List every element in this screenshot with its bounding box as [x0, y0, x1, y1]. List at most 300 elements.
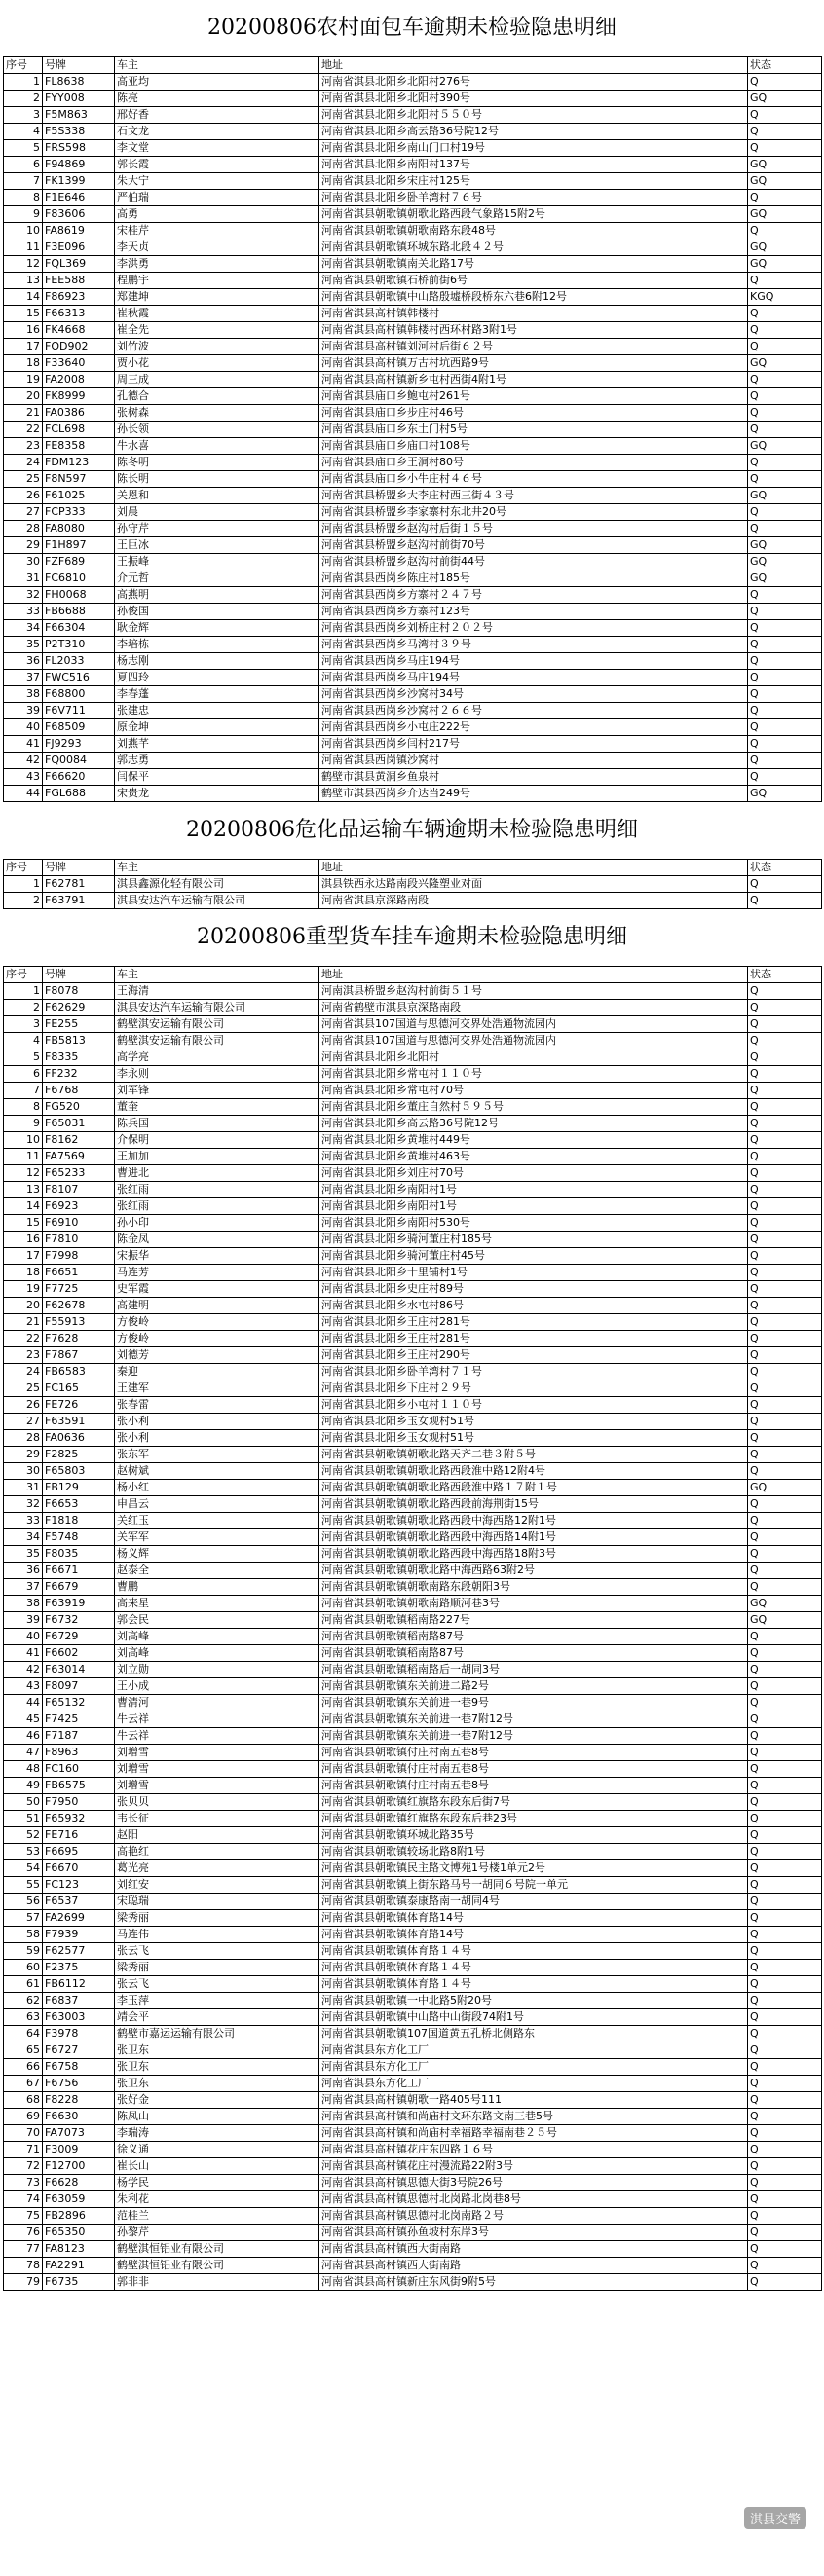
cell-address: 河南省淇县朝歌镇红旗路东段东后街7号 [319, 1794, 748, 1811]
table-row [4, 1678, 822, 1695]
cell-plate: F6628 [43, 2175, 115, 2191]
cell-plate: F1H897 [43, 537, 115, 554]
cell-status: Q [748, 1910, 822, 1927]
cell-owner: 刘竹波 [115, 339, 319, 355]
cell-address: 河南省淇县朝歌镇朝歌南路东段48号 [319, 223, 748, 239]
cell-address: 河南省淇县朝歌镇朝歌北路西段前海荆街15号 [319, 1496, 748, 1513]
table-row [4, 1049, 822, 1066]
cell-plate: F65932 [43, 1811, 115, 1827]
cell-status: Q [748, 2059, 822, 2076]
cell-address: 河南省淇县北阳乡史庄村89号 [319, 1281, 748, 1298]
cell-index: 78 [4, 2258, 43, 2274]
cell-address: 河南省淇县朝歌镇东关前进二路2号 [319, 1678, 748, 1695]
cell-index: 60 [4, 1960, 43, 1976]
cell-status: Q [748, 2142, 822, 2158]
cell-status: GQ [748, 438, 822, 455]
table-row [4, 769, 822, 786]
table-row [4, 1380, 822, 1397]
cell-plate: FCP333 [43, 504, 115, 521]
header-cell-address: 地址 [319, 57, 748, 74]
cell-index: 1 [4, 74, 43, 91]
cell-status: GQ [748, 1612, 822, 1629]
cell-plate: F1E646 [43, 190, 115, 206]
table-row [4, 1347, 822, 1364]
cell-status: Q [748, 1827, 822, 1844]
cell-plate: FE255 [43, 1016, 115, 1033]
cell-plate: FB6688 [43, 604, 115, 620]
cell-index: 7 [4, 1083, 43, 1099]
cell-index: 35 [4, 637, 43, 653]
table-row [4, 1993, 822, 2009]
cell-owner: 牛云祥 [115, 1711, 319, 1728]
table-header-row [4, 860, 822, 876]
cell-owner: 淇县安达汽车运输有限公司 [115, 1000, 319, 1016]
table-row [4, 1976, 822, 1993]
cell-status: Q [748, 1993, 822, 2009]
cell-index: 65 [4, 2042, 43, 2059]
cell-status: Q [748, 1116, 822, 1132]
cell-owner: 陈凤山 [115, 2109, 319, 2125]
cell-address: 河南省淇县西岗乡沙窝村２６６号 [319, 703, 748, 719]
cell-owner: 鹤壁淇安运输有限公司 [115, 1033, 319, 1049]
cell-owner: 刘德芳 [115, 1347, 319, 1364]
table-row [4, 1397, 822, 1414]
cell-index: 7 [4, 173, 43, 190]
cell-address: 河南省淇县桥盟乡赵沟村后街１５号 [319, 521, 748, 537]
table-row [4, 604, 822, 620]
section-title: 20200806重型货车挂车逾期未检验隐患明细 [197, 925, 627, 949]
cell-owner: 方俊岭 [115, 1314, 319, 1331]
cell-plate: F65350 [43, 2225, 115, 2241]
cell-status: Q [748, 2274, 822, 2291]
cell-owner: 葛光亮 [115, 1860, 319, 1877]
cell-status: Q [748, 1248, 822, 1265]
cell-owner: 李春蓬 [115, 686, 319, 703]
cell-plate: F7425 [43, 1711, 115, 1728]
cell-owner: 宋聪瑞 [115, 1894, 319, 1910]
cell-index: 79 [4, 2274, 43, 2291]
cell-index: 12 [4, 256, 43, 273]
cell-plate: F8078 [43, 983, 115, 1000]
cell-plate: FA7073 [43, 2125, 115, 2142]
cell-status: Q [748, 1414, 822, 1430]
cell-status: Q [748, 736, 822, 753]
cell-plate: FC123 [43, 1877, 115, 1894]
cell-plate: FWC516 [43, 670, 115, 686]
cell-status: Q [748, 1927, 822, 1943]
cell-status: Q [748, 1546, 822, 1563]
cell-address: 河南省淇县高村镇孙鱼坡村东岸3号 [319, 2225, 748, 2241]
cell-address: 河南省淇县朝歌镇泰康路南一胡同4号 [319, 1894, 748, 1910]
table-row [4, 2042, 822, 2059]
cell-status: Q [748, 372, 822, 388]
cell-status: Q [748, 1877, 822, 1894]
cell-address: 河南省淇县朝歌镇稻南路87号 [319, 1645, 748, 1662]
table-row [4, 1463, 822, 1480]
cell-plate: F8097 [43, 1678, 115, 1695]
cell-index: 58 [4, 1927, 43, 1943]
cell-index: 70 [4, 2125, 43, 2142]
cell-address: 河南省淇县朝歌镇南关北路17号 [319, 256, 748, 273]
header-cell-plate: 号牌 [43, 860, 115, 876]
cell-status: Q [748, 703, 822, 719]
cell-plate: F61025 [43, 488, 115, 504]
cell-status: Q [748, 1579, 822, 1596]
cell-owner: 张云飞 [115, 1943, 319, 1960]
cell-plate: FA8080 [43, 521, 115, 537]
cell-status: Q [748, 1811, 822, 1827]
cell-plate: FQ0084 [43, 753, 115, 769]
cell-status: Q [748, 2042, 822, 2059]
cell-plate: FL2033 [43, 653, 115, 670]
cell-owner: 孔德合 [115, 388, 319, 405]
cell-status: GQ [748, 91, 822, 107]
cell-address: 河南省淇县朝歌镇东关前进一巷7附12号 [319, 1728, 748, 1745]
cell-address: 河南省淇县朝歌镇东关前进一巷7附12号 [319, 1711, 748, 1728]
table-row [4, 355, 822, 372]
cell-status: Q [748, 1033, 822, 1049]
cell-status: Q [748, 2158, 822, 2175]
table-row [4, 1000, 822, 1016]
cell-owner: 王建军 [115, 1380, 319, 1397]
cell-owner: 赵阳 [115, 1827, 319, 1844]
cell-index: 43 [4, 769, 43, 786]
cell-owner: 王小成 [115, 1678, 319, 1695]
cell-status: GQ [748, 488, 822, 504]
cell-plate: P2T310 [43, 637, 115, 653]
cell-index: 35 [4, 1546, 43, 1563]
cell-plate: FA2008 [43, 372, 115, 388]
cell-index: 23 [4, 438, 43, 455]
cell-index: 10 [4, 1132, 43, 1149]
table-row [4, 1546, 822, 1563]
cell-index: 50 [4, 1794, 43, 1811]
table-row [4, 322, 822, 339]
cell-plate: F65803 [43, 1463, 115, 1480]
cell-address: 河南省淇县朝歌镇付庄村南五巷8号 [319, 1761, 748, 1778]
cell-owner: 张贝贝 [115, 1794, 319, 1811]
cell-index: 25 [4, 471, 43, 488]
table-row [4, 736, 822, 753]
cell-index: 18 [4, 1265, 43, 1281]
cell-owner: 王加加 [115, 1149, 319, 1165]
cell-owner: 李天贞 [115, 239, 319, 256]
cell-plate: F1818 [43, 1513, 115, 1529]
table-row [4, 1827, 822, 1844]
cell-plate: F8162 [43, 1132, 115, 1149]
cell-address: 河南省淇县西岗乡闫村217号 [319, 736, 748, 753]
cell-owner: 刘晨 [115, 504, 319, 521]
cell-status: Q [748, 521, 822, 537]
cell-address: 河南省淇县朝歌镇朝歌北路天齐二巷３附５号 [319, 1447, 748, 1463]
cell-index: 48 [4, 1761, 43, 1778]
cell-index: 21 [4, 405, 43, 422]
cell-owner: 董奎 [115, 1099, 319, 1116]
cell-owner: 郭长霞 [115, 157, 319, 173]
cell-owner: 程鹏宇 [115, 273, 319, 289]
cell-address: 河南省淇县朝歌镇环城北路35号 [319, 1827, 748, 1844]
cell-address: 河南省淇县高村镇西大街南路 [319, 2241, 748, 2258]
table-row [4, 273, 822, 289]
table-row [4, 289, 822, 306]
cell-owner: 孙俊国 [115, 604, 319, 620]
header-cell-plate: 号牌 [43, 57, 115, 74]
cell-owner: 高燕明 [115, 587, 319, 604]
cell-owner: 曹进北 [115, 1165, 319, 1182]
table-row [4, 1496, 822, 1513]
cell-address: 河南省淇县北阳乡常屯村１１０号 [319, 1066, 748, 1083]
data-table [3, 966, 822, 2291]
table-row [4, 1281, 822, 1298]
cell-index: 36 [4, 1563, 43, 1579]
cell-address: 河南省淇县北阳乡玉女观村51号 [319, 1414, 748, 1430]
cell-status: Q [748, 1529, 822, 1546]
cell-owner: 淇县鑫源化轻有限公司 [115, 876, 319, 893]
cell-plate: F5S338 [43, 124, 115, 140]
table-row [4, 1414, 822, 1430]
cell-status: GQ [748, 157, 822, 173]
cell-owner: 刘高峰 [115, 1645, 319, 1662]
cell-plate: FK8999 [43, 388, 115, 405]
cell-address: 河南省淇县朝歌镇东关前进一巷9号 [319, 1695, 748, 1711]
cell-owner: 马连伟 [115, 1927, 319, 1943]
cell-status: Q [748, 983, 822, 1000]
cell-address: 河南省淇县西岗镇沙窝村 [319, 753, 748, 769]
cell-owner: 郑建坤 [115, 289, 319, 306]
table-row [4, 893, 822, 909]
cell-index: 69 [4, 2109, 43, 2125]
cell-plate: F6837 [43, 1993, 115, 2009]
table-row [4, 107, 822, 124]
table-row [4, 206, 822, 223]
table-row [4, 372, 822, 388]
cell-owner: 贾小花 [115, 355, 319, 372]
cell-address: 河南省淇县高村镇思德大街3号院26号 [319, 2175, 748, 2191]
table-row [4, 1612, 822, 1629]
cell-owner: 孙黎芹 [115, 2225, 319, 2241]
cell-status: Q [748, 1976, 822, 1993]
cell-owner: 原金坤 [115, 719, 319, 736]
table-row [4, 2225, 822, 2241]
header-cell-status: 状态 [748, 860, 822, 876]
cell-plate: F3009 [43, 2142, 115, 2158]
cell-owner: 严伯瑞 [115, 190, 319, 206]
cell-address: 河南省淇县朝歌镇107国道黄五孔桥北侧路东 [319, 2026, 748, 2042]
cell-plate: F63059 [43, 2191, 115, 2208]
cell-owner: 张小利 [115, 1414, 319, 1430]
watermark-logo: 淇县交警 [744, 2507, 806, 2529]
cell-status: Q [748, 124, 822, 140]
cell-status: Q [748, 1695, 822, 1711]
cell-index: 17 [4, 1248, 43, 1265]
cell-status: GQ [748, 1480, 822, 1496]
cell-status: Q [748, 893, 822, 909]
cell-status: Q [748, 1761, 822, 1778]
cell-owner: 刘高峰 [115, 1629, 319, 1645]
cell-index: 59 [4, 1943, 43, 1960]
cell-address: 河南省淇县北阳乡南阳村137号 [319, 157, 748, 173]
cell-status: Q [748, 223, 822, 239]
cell-address: 河南省淇县北阳乡十里铺村1号 [319, 1265, 748, 1281]
cell-index: 6 [4, 1066, 43, 1083]
cell-owner: 宋桂芹 [115, 223, 319, 239]
section-title: 20200806危化品运输车辆逾期未检验隐患明细 [186, 818, 638, 842]
cell-owner: 鹤壁淇安运输有限公司 [115, 1016, 319, 1033]
cell-status: Q [748, 1844, 822, 1860]
table-row [4, 2026, 822, 2042]
cell-index: 54 [4, 1860, 43, 1877]
cell-index: 39 [4, 1612, 43, 1629]
table-row [4, 1877, 822, 1894]
cell-status: Q [748, 753, 822, 769]
cell-plate: F2375 [43, 1960, 115, 1976]
cell-plate: FQL369 [43, 256, 115, 273]
cell-owner: 刘燕芊 [115, 736, 319, 753]
table-row [4, 1083, 822, 1099]
cell-status: Q [748, 604, 822, 620]
table-row [4, 2208, 822, 2225]
table-row [4, 1745, 822, 1761]
cell-address: 鹤壁市淇县西岗乡介达当249号 [319, 786, 748, 802]
cell-index: 17 [4, 339, 43, 355]
cell-index: 22 [4, 422, 43, 438]
cell-plate: F33640 [43, 355, 115, 372]
cell-plate: F65132 [43, 1695, 115, 1711]
table-row [4, 2258, 822, 2274]
table-row [4, 554, 822, 570]
cell-plate: F86923 [43, 289, 115, 306]
cell-plate: FL8638 [43, 74, 115, 91]
cell-index: 11 [4, 239, 43, 256]
table-row [4, 91, 822, 107]
table-row [4, 1645, 822, 1662]
cell-plate: F6768 [43, 1083, 115, 1099]
cell-plate: F5M863 [43, 107, 115, 124]
cell-address: 河南省淇县东方化工厂 [319, 2042, 748, 2059]
cell-index: 39 [4, 703, 43, 719]
cell-plate: FB6112 [43, 1976, 115, 1993]
table-row [4, 438, 822, 455]
cell-plate: FJ9293 [43, 736, 115, 753]
cell-plate: FEE588 [43, 273, 115, 289]
cell-owner: 李瑞涛 [115, 2125, 319, 2142]
table-row [4, 1513, 822, 1529]
cell-plate: F62678 [43, 1298, 115, 1314]
cell-address: 河南省淇县朝歌镇体育路14号 [319, 1927, 748, 1943]
cell-owner: 曹鹏 [115, 1579, 319, 1596]
cell-address: 淇县铁西永达路南段兴隆塑业对面 [319, 876, 748, 893]
cell-index: 76 [4, 2225, 43, 2241]
table-row [4, 1579, 822, 1596]
cell-owner: 李培栋 [115, 637, 319, 653]
cell-owner: 张卫东 [115, 2042, 319, 2059]
cell-status: Q [748, 2092, 822, 2109]
cell-index: 30 [4, 1463, 43, 1480]
cell-index: 21 [4, 1314, 43, 1331]
cell-address: 河南省淇县高村镇新乡屯村西街4附1号 [319, 372, 748, 388]
cell-status: Q [748, 1463, 822, 1480]
cell-owner: 高建明 [115, 1298, 319, 1314]
table-row [4, 2274, 822, 2291]
cell-address: 河南省淇县朝歌镇朝歌南路顺河巷3号 [319, 1596, 748, 1612]
cell-address: 河南省淇县西岗乡沙窝村34号 [319, 686, 748, 703]
cell-address: 河南省淇县高村镇朝歌一路405号111 [319, 2092, 748, 2109]
cell-plate: F8107 [43, 1182, 115, 1198]
cell-status: GQ [748, 554, 822, 570]
cell-owner: 刘军锋 [115, 1083, 319, 1099]
cell-status: Q [748, 1745, 822, 1761]
cell-plate: F83606 [43, 206, 115, 223]
cell-owner: 张红雨 [115, 1182, 319, 1198]
cell-status: Q [748, 1894, 822, 1910]
table-row [4, 405, 822, 422]
cell-index: 37 [4, 1579, 43, 1596]
cell-index: 12 [4, 1165, 43, 1182]
cell-owner: 高艳红 [115, 1844, 319, 1860]
cell-plate: F3E096 [43, 239, 115, 256]
cell-owner: 张建忠 [115, 703, 319, 719]
cell-owner: 张云飞 [115, 1976, 319, 1993]
cell-index: 41 [4, 1645, 43, 1662]
cell-owner: 李永则 [115, 1066, 319, 1083]
cell-owner: 耿金辉 [115, 620, 319, 637]
cell-index: 55 [4, 1877, 43, 1894]
cell-index: 31 [4, 570, 43, 587]
cell-plate: F62781 [43, 876, 115, 893]
cell-index: 57 [4, 1910, 43, 1927]
table-row [4, 471, 822, 488]
cell-index: 13 [4, 273, 43, 289]
cell-status: Q [748, 273, 822, 289]
cell-owner: 张卫东 [115, 2059, 319, 2076]
cell-plate: F7725 [43, 1281, 115, 1298]
cell-index: 11 [4, 1149, 43, 1165]
cell-plate: F63591 [43, 1414, 115, 1430]
cell-index: 2 [4, 1000, 43, 1016]
cell-owner: 王海清 [115, 983, 319, 1000]
table-row [4, 455, 822, 471]
cell-owner: 鹤壁市嘉运运输有限公司 [115, 2026, 319, 2042]
cell-status: Q [748, 306, 822, 322]
cell-plate: F6537 [43, 1894, 115, 1910]
cell-address: 河南省淇县北阳乡北阳村390号 [319, 91, 748, 107]
cell-address: 河南省淇县朝歌镇朝歌北路西段气象路15附2号 [319, 206, 748, 223]
cell-plate: F55913 [43, 1314, 115, 1331]
cell-index: 27 [4, 1414, 43, 1430]
cell-status: Q [748, 1281, 822, 1298]
cell-address: 河南省淇县高村镇西大街南路 [319, 2258, 748, 2274]
cell-plate: FB129 [43, 1480, 115, 1496]
table-row [4, 686, 822, 703]
cell-status: Q [748, 74, 822, 91]
cell-plate: F7939 [43, 1927, 115, 1943]
cell-owner: 关红玉 [115, 1513, 319, 1529]
cell-plate: FB5813 [43, 1033, 115, 1049]
cell-owner: 崔长山 [115, 2158, 319, 2175]
cell-index: 53 [4, 1844, 43, 1860]
table-row [4, 1794, 822, 1811]
table-row [4, 1198, 822, 1215]
cell-address: 河南省淇县北阳乡高云路36号院12号 [319, 1116, 748, 1132]
cell-plate: F63919 [43, 1596, 115, 1612]
cell-index: 51 [4, 1811, 43, 1827]
cell-status: Q [748, 405, 822, 422]
cell-plate: F6735 [43, 2274, 115, 2291]
table-row [4, 157, 822, 173]
table-row [4, 1132, 822, 1149]
cell-owner: 张红雨 [115, 1198, 319, 1215]
cell-status: Q [748, 2241, 822, 2258]
